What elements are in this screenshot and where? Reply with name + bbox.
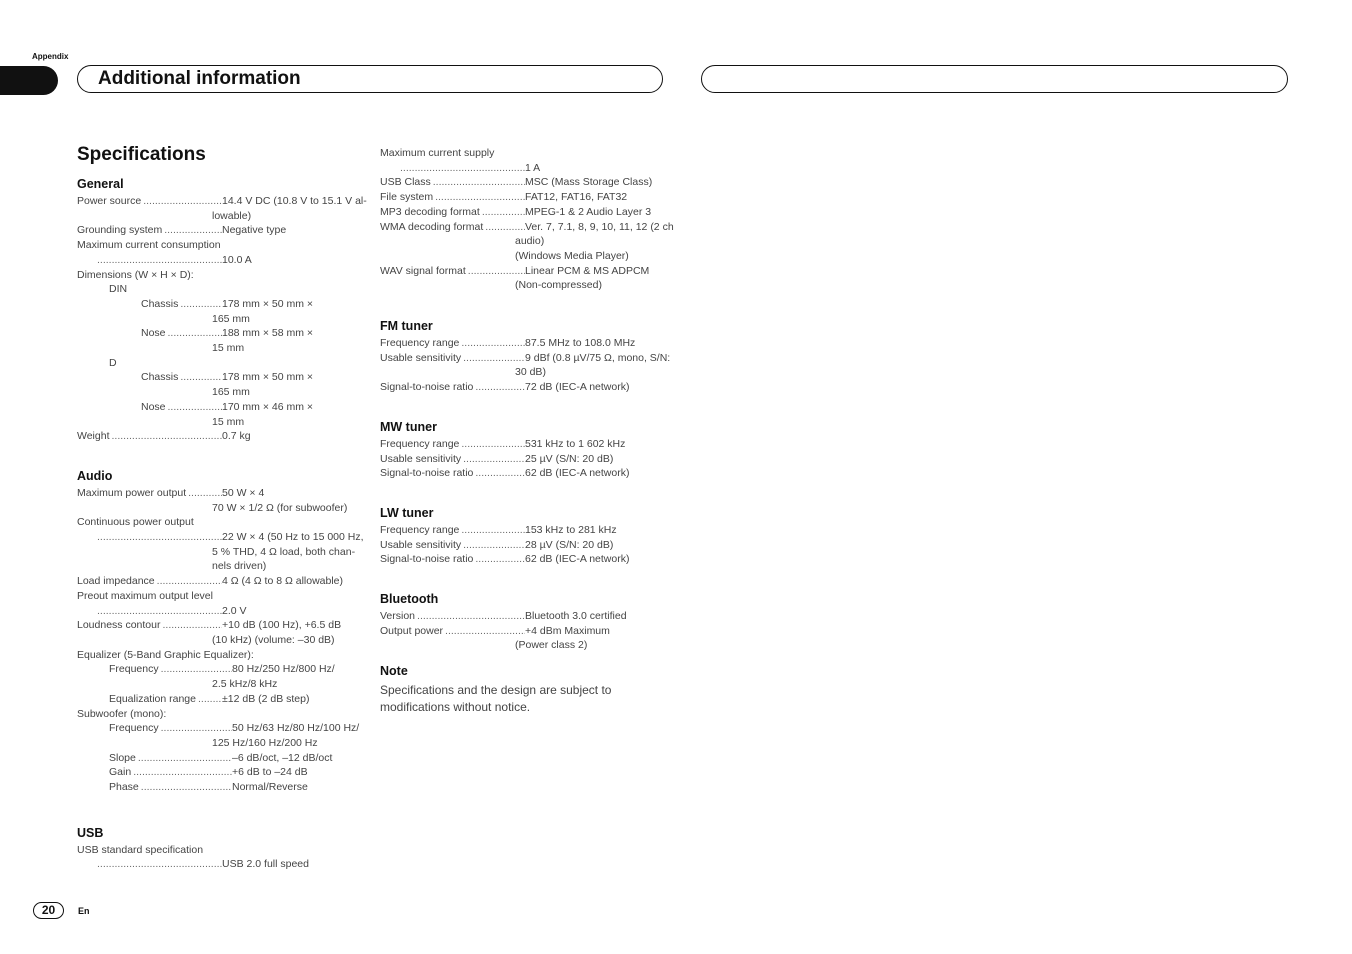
spec-row-wav: WAV signal format ..... Linear PCM & MS ADPCM	[380, 264, 670, 279]
spec-row-lw-snr: Signal-to-noise ratio ..... 62 dB (IEC-A network)	[380, 552, 670, 567]
page-number: 20	[33, 902, 64, 919]
spec-row-wma: WMA decoding format ..... Ver. 7, 7.1, 8, 9, 10, 11, 12 (2 ch	[380, 220, 670, 235]
spec-row-fm-freq: Frequency range ..... 87.5 MHz to 108.0 MHz	[380, 336, 670, 351]
chapter-title: Additional information	[98, 68, 301, 89]
section-heading-audio: Audio	[77, 468, 113, 483]
spec-column-right: Maximum current supply ..... 1 A USB Class ..... MSC (Mass Storage Class) File system ..... FAT12, FAT16, FAT32 MP3 decoding format ..... MPEG-1 & 2 Audio Layer 3 WMA decoding format ..... Ver. 7, 7.1, 8, 9, 10, 11, 12 (2 ch audio) (Windows Media Player) WAV signal format ..... Linear PCM & MS ADPCM (Non-compressed) FM tuner Frequency range ..... 87.5 MHz to 108.0 MHz Usable sensitivity ..... 9 dBf (0.8 µV/75 Ω, mono, S/N: 30 dB) Signal-to-noise ratio ..... 72 dB (IEC-A network) MW tuner Frequency range ..... 531 kHz to 1 602 kHz Usable sensitivity ..... 25 µV (S/N: 20 dB) Signal-to-noise ratio ..... 62 dB (IEC-A network) LW tuner Frequency range ..... 153 kHz to 281 kHz Usable sensitivity ..... 28 µV (S/N: 20 dB) Signal-to-noise ratio ..... 62 dB (IEC-A network) Bluetooth Version ..... Bluetooth 3.0 certified Output power ..... +4 dBm Maximum (Power class 2) Note Specifications and the design are subject to modifications without notice.	[380, 146, 670, 716]
section-heading-bluetooth: Bluetooth	[380, 592, 439, 607]
section-heading-general: General	[77, 177, 124, 191]
spec-row-lw-freq: Frequency range ..... 153 kHz to 281 kHz	[380, 523, 670, 538]
section-label: Appendix	[32, 52, 69, 61]
section-heading-lw: LW tuner	[380, 505, 434, 520]
spec-label-max-supply: Maximum current supply	[380, 147, 495, 159]
spec-row-loudness: Loudness contour ..... +10 dB (100 Hz), +6.5 dB	[77, 618, 367, 633]
spec-label-equalizer: Equalizer (5-Band Graphic Equalizer):	[77, 648, 254, 661]
spec-row-file-system: File system ..... FAT12, FAT16, FAT32	[380, 190, 670, 205]
spec-label-dimensions: Dimensions (W × H × D):	[77, 268, 194, 281]
spec-row-bt-version: Version ..... Bluetooth 3.0 certified	[380, 609, 670, 624]
spec-label-usb-standard: USB standard specification	[77, 843, 204, 856]
section-tab-marker	[0, 66, 58, 95]
spec-row-fm-sens: Usable sensitivity ..... 9 dBf (0.8 µV/75 Ω, mono, S/N:	[380, 351, 670, 366]
spec-row-mw-freq: Frequency range ..... 531 kHz to 1 602 kHz	[380, 437, 670, 452]
spec-label-subwoofer: Subwoofer (mono):	[77, 707, 167, 720]
page-title: Specifications	[77, 144, 206, 165]
spec-row-lw-sens: Usable sensitivity ..... 28 µV (S/N: 20 dB)	[380, 538, 670, 553]
section-heading-fm: FM tuner	[380, 319, 433, 334]
spec-label-preout: Preout maximum output level	[77, 589, 213, 602]
chapter-banner	[77, 65, 663, 93]
spec-row-bt-output: Output power ..... +4 dBm Maximum	[380, 624, 670, 639]
chapter-banner-empty	[701, 65, 1288, 93]
section-heading-usb: USB	[77, 825, 104, 840]
spec-row-max-power: Maximum power output ..... 50 W × 4	[77, 486, 367, 501]
spec-row-weight: Weight ..... 0.7 kg	[77, 429, 367, 444]
note-text: Specifications and the design are subject to modifications without notice.	[380, 683, 612, 715]
spec-row-power-source: Power source ..... 14.4 V DC (10.8 V to 15.1 V al-	[77, 194, 367, 209]
spec-row-fm-snr: Signal-to-noise ratio ..... 72 dB (IEC-A network)	[380, 380, 670, 395]
section-heading-mw: MW tuner	[380, 419, 437, 434]
note-heading: Note	[380, 664, 408, 679]
spec-row-mp3: MP3 decoding format ..... MPEG-1 & 2 Audio Layer 3	[380, 205, 670, 220]
spec-row-mw-sens: Usable sensitivity ..... 25 µV (S/N: 20 dB)	[380, 452, 670, 467]
language-code: En	[78, 906, 90, 916]
spec-column-left: General Power source ..... 14.4 V DC (10.8 V to 15.1 V al- lowable) Grounding system ..... Negative type Maximum current consumption ..... 10.0 A Dimensions (W × H × D): DIN Chassis ..... 178 mm × 50 mm × 165 mm Nose ..... 188 mm × 58 mm × 15 mm D Chassis ..... 178 mm × 50 mm × 165 mm Nose ..... 170 mm × 46 mm × 15 mm Weight ..... 0.7 kg Audio Maximum power output ..... 50 W × 4 70 W × 1/2 Ω (for subwoofer) Continuous power output ..... 22 W × 4 (50 Hz to 15 000 Hz, 5 % THD, 4 Ω load, both chan- nels driven) Load impedance ..... 4 Ω (4 Ω to 8 Ω allowable) Preout maximum output level ..... 2.0 V Loudness contour ..... +10 dB (100 Hz), +6.5 dB (10 kHz) (volume: –30 dB) Equalizer (5-Band Graphic Equalizer): Frequency ..... 80 Hz/250 Hz/800 Hz/ 2.5 kHz/8 kHz Equalization range ..... ±12 dB (2 dB step) Subwoofer (mono): Frequency ..... 50 Hz/63 Hz/80 Hz/100 Hz/ 125 Hz/160 Hz/200 Hz Slope ..... –6 dB/oct, –12 dB/oct Gain ..... +6 dB to –24 dB Phase ..... Normal/Reverse USB USB standard specification ..... USB 2.0 full speed	[77, 176, 367, 872]
spec-row-grounding: Grounding system ..... Negative type	[77, 223, 367, 238]
spec-label-continuous: Continuous power output	[77, 516, 194, 529]
spec-row-load: Load impedance ..... 4 Ω (4 Ω to 8 Ω allowable)	[77, 574, 367, 589]
spec-row-mw-snr: Signal-to-noise ratio ..... 62 dB (IEC-A network)	[380, 466, 670, 481]
spec-label-max-current: Maximum current consumption	[77, 239, 221, 252]
spec-row-usb-class: USB Class ..... MSC (Mass Storage Class)	[380, 175, 670, 190]
